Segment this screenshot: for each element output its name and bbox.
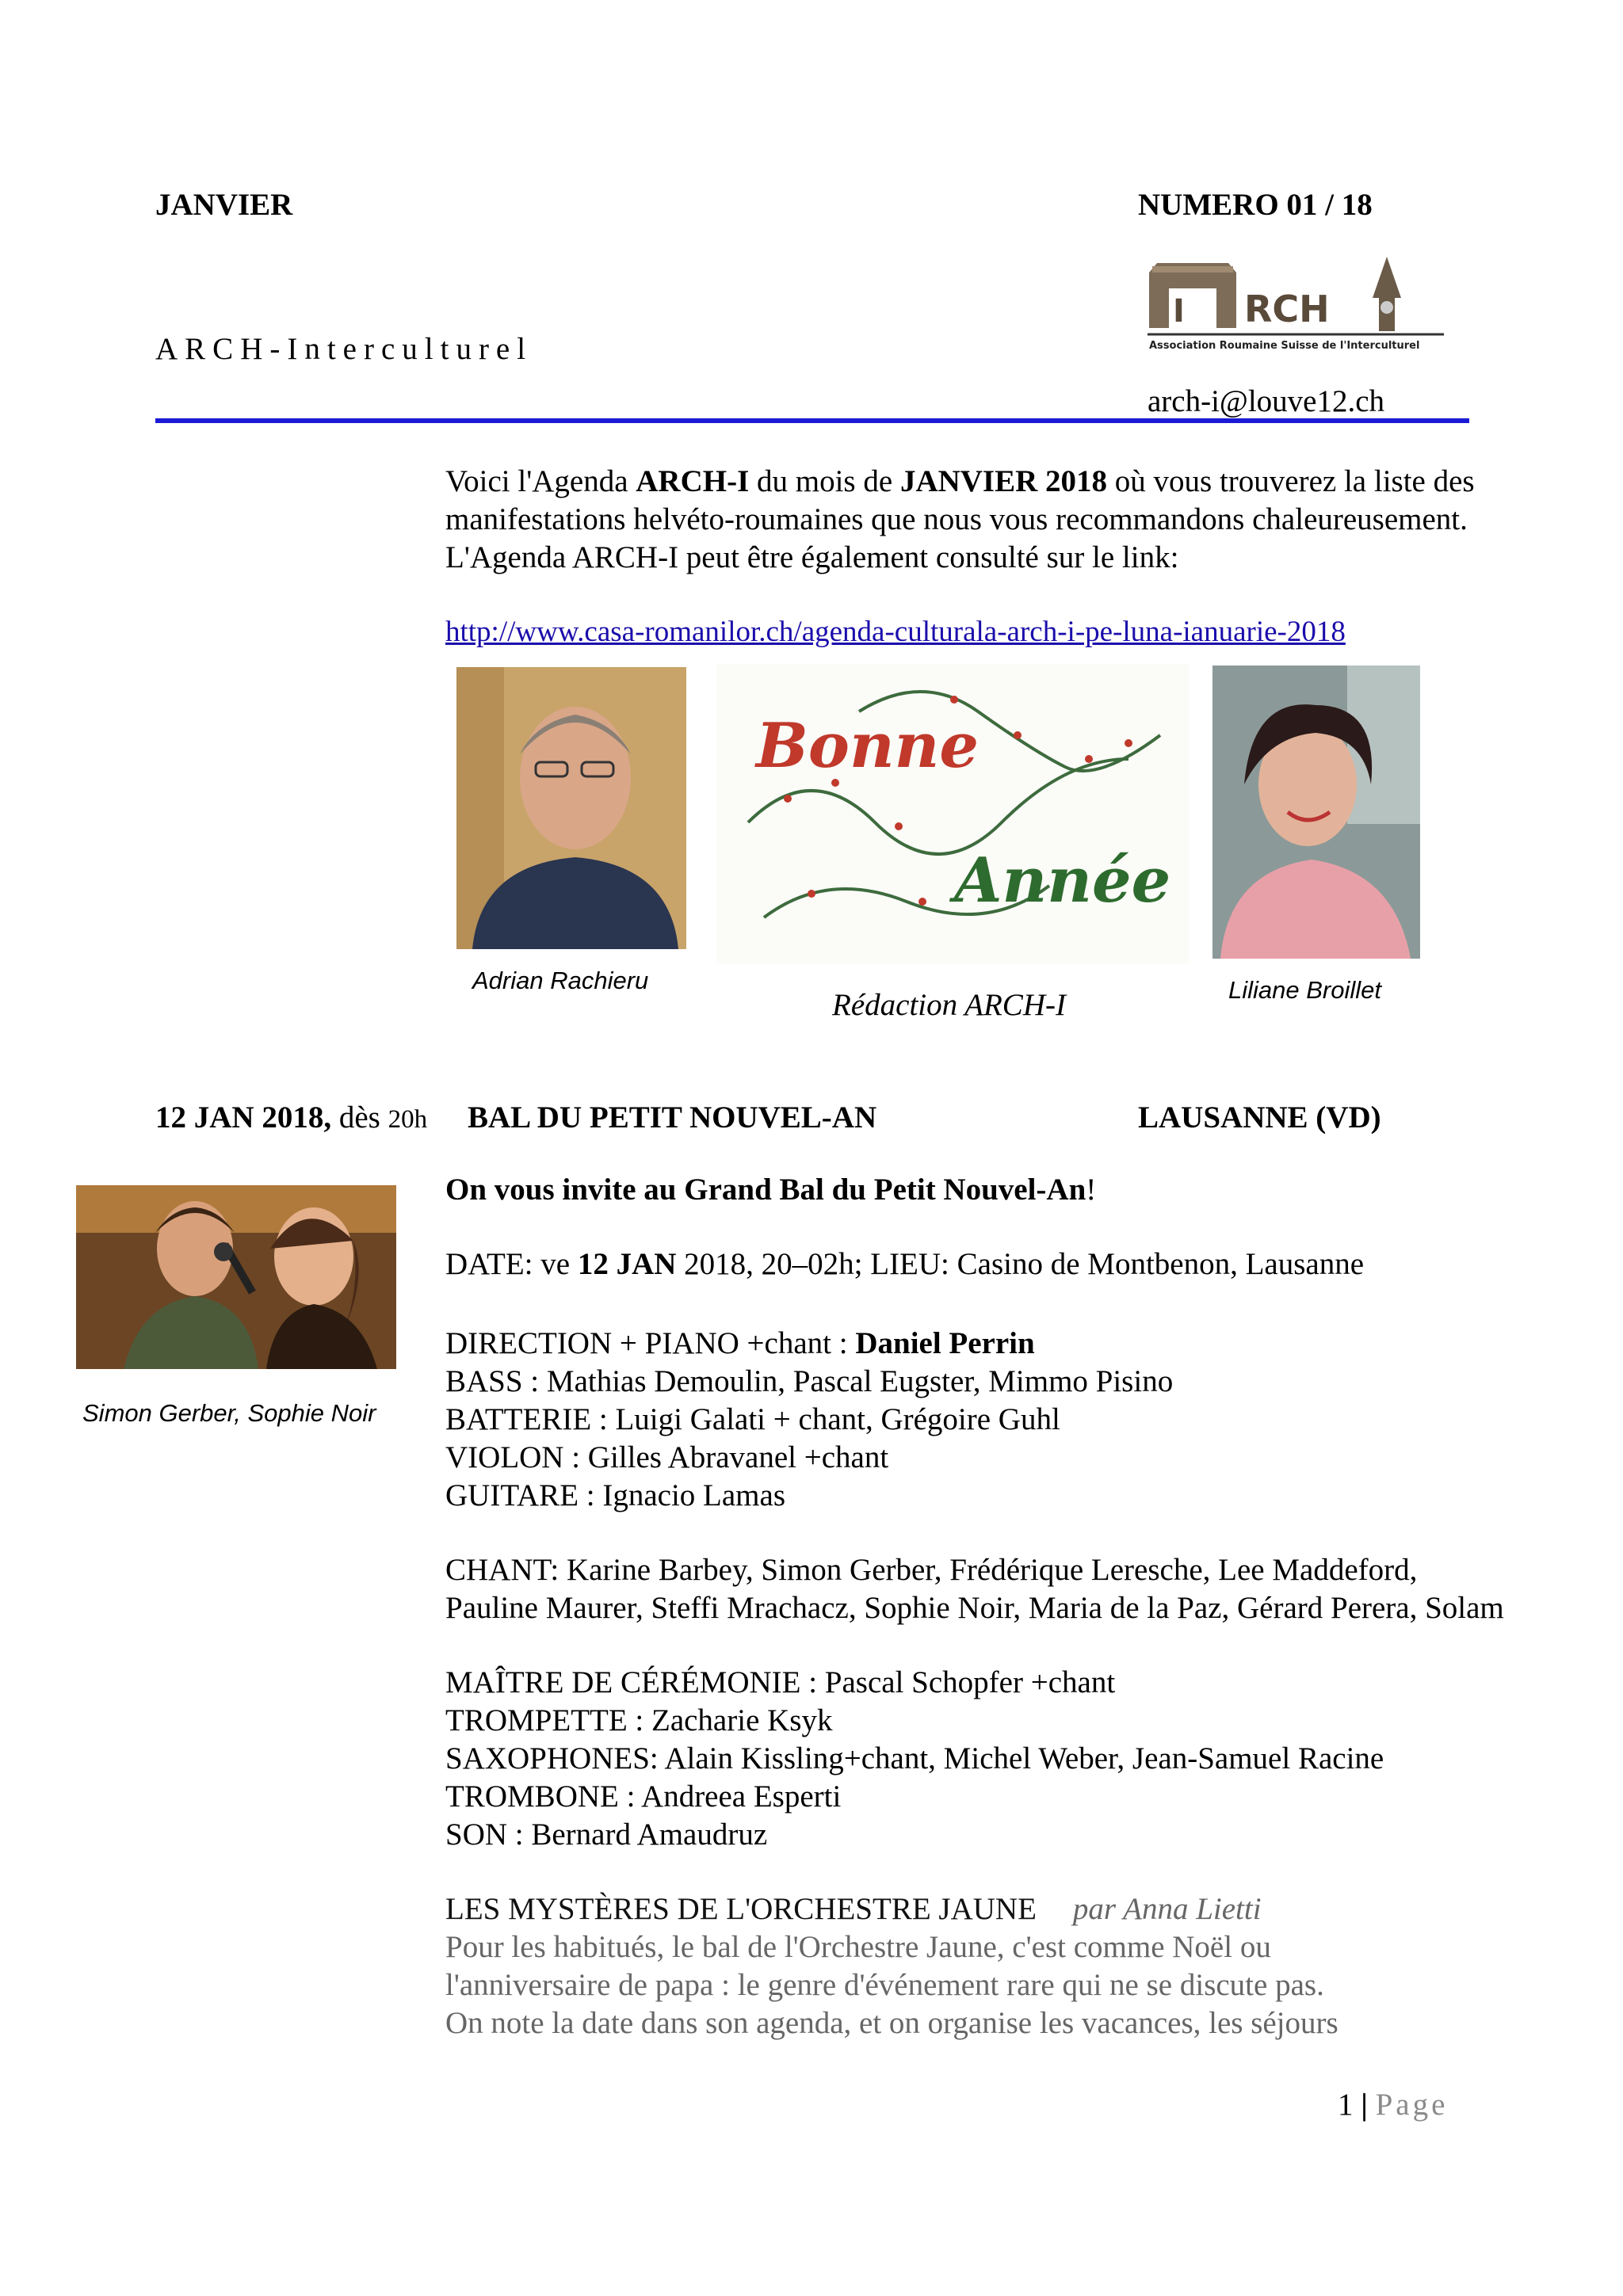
lineup-group-1 — [445, 1325, 1507, 1515]
contact-email[interactable]: arch-i@louve12.ch — [1148, 384, 1385, 418]
page-separator: | — [1361, 2088, 1368, 2122]
article-excerpt — [445, 1890, 1507, 2042]
agenda-link[interactable]: http://www.casa-romanilor.ch/agenda-culturala-arch-i-pe-luna-ianuarie-2018 — [445, 616, 1346, 648]
article-author: par Anna Lietti — [1072, 1892, 1262, 1926]
issue-number: NUMERO 01 / 18 — [1138, 188, 1373, 222]
newsletter-month: JANVIER — [155, 188, 293, 222]
lineup-line: TROMPETTE : Zacharie Ksyk — [445, 1703, 833, 1737]
newsletter-title: ARCH-Interculturel — [155, 332, 533, 366]
adrian-rachieru-photo — [456, 667, 686, 949]
lineup-group-2 — [445, 1664, 1507, 1854]
redaction-caption: Rédaction ARCH-I — [832, 988, 1066, 1022]
intro-paragraph: Voici l'Agenda ARCH-I du mois de JANVIER 2018 où vous trouverez la liste des manifestations helvéto-roumaines que nous vous recommandons chaleureusement. L'Agenda ARCH-I peut être également consulté sur le link: — [445, 464, 1475, 574]
lineup-line: BASS : Mathias Demoulin, Pascal Eugster, Mimmo Pisino — [445, 1364, 1174, 1398]
logo-caption: Association Roumaine Suisse de l'Interculturel — [1149, 340, 1420, 352]
adrian-caption: Adrian Rachieru — [472, 967, 649, 994]
lineup-line: SAXOPHONES: Alain Kissling+chant, Michel Weber, Jean-Samuel Racine — [445, 1741, 1384, 1775]
lineup-line: DIRECTION + PIANO +chant : Daniel Perrin — [445, 1326, 1035, 1360]
lineup-line: VIOLON : Gilles Abravanel +chant — [445, 1440, 889, 1474]
event-place: LAUSANNE (VD) — [1138, 1100, 1381, 1135]
band-caption: Simon Gerber, Sophie Noir — [82, 1399, 376, 1427]
header-divider — [155, 418, 1469, 423]
article-title: LES MYSTÈRES DE L'ORCHESTRE JAUNE — [445, 1892, 1037, 1926]
event-date: 12 JAN 2018, dès 20h — [155, 1100, 428, 1135]
lineup-line: TROMBONE : Andreea Esperti — [445, 1779, 842, 1814]
lineup-line: BATTERIE : Luigi Galati + chant, Grégoire Guhl — [445, 1402, 1060, 1436]
svg-text:I: I — [1173, 293, 1185, 330]
greeting-word-bonne: Bonne — [756, 710, 979, 782]
article-line: On note la date dans son agenda, et on organise les vacances, les séjours — [445, 2006, 1338, 2040]
article-line: Pour les habitués, le bal de l'Orchestre Jaune, c'est comme Noël ou — [445, 1930, 1271, 1964]
article-line: l'anniversaire de papa : le genre d'événement rare qui ne se discute pas. — [445, 1968, 1324, 2002]
page-label: Page — [1375, 2088, 1449, 2122]
event-info: DATE: ve 12 JAN 2018, 20–02h; LIEU: Casino de Montbenon, Lausanne — [445, 1247, 1365, 1281]
lineup-line: MAÎTRE DE CÉRÉMONIE : Pascal Schopfer +chant — [445, 1665, 1116, 1699]
liliane-caption: Liliane Broillet — [1228, 976, 1381, 1004]
arch-logo — [1141, 249, 1450, 360]
bonne-annee-greeting-image — [716, 664, 1189, 963]
band-photo — [76, 1185, 396, 1369]
event-description — [445, 1171, 1507, 2042]
lineup-chant: CHANT: Karine Barbey, Simon Gerber, Frédérique Leresche, Lee Maddeford, Pauline Maurer, Steffi Mrachacz, Sophie Noir, Maria de la Paz, Gérard Perera, Solam — [445, 1553, 1504, 1625]
page-number: 1 — [1338, 2088, 1354, 2122]
greeting-word-annee: Année — [954, 845, 1171, 917]
lineup-line: GUITARE : Ignacio Lamas — [445, 1478, 785, 1512]
event-invite: On vous invite au Grand Bal du Petit Nouvel-An! — [445, 1173, 1097, 1207]
lineup-line: SON : Bernard Amaudruz — [445, 1817, 768, 1852]
event-title: BAL DU PETIT NOUVEL-AN — [468, 1100, 877, 1135]
liliane-broillet-photo — [1212, 666, 1420, 959]
page-footer — [1338, 2087, 1448, 2122]
svg-text:RCH: RCH — [1244, 288, 1330, 330]
